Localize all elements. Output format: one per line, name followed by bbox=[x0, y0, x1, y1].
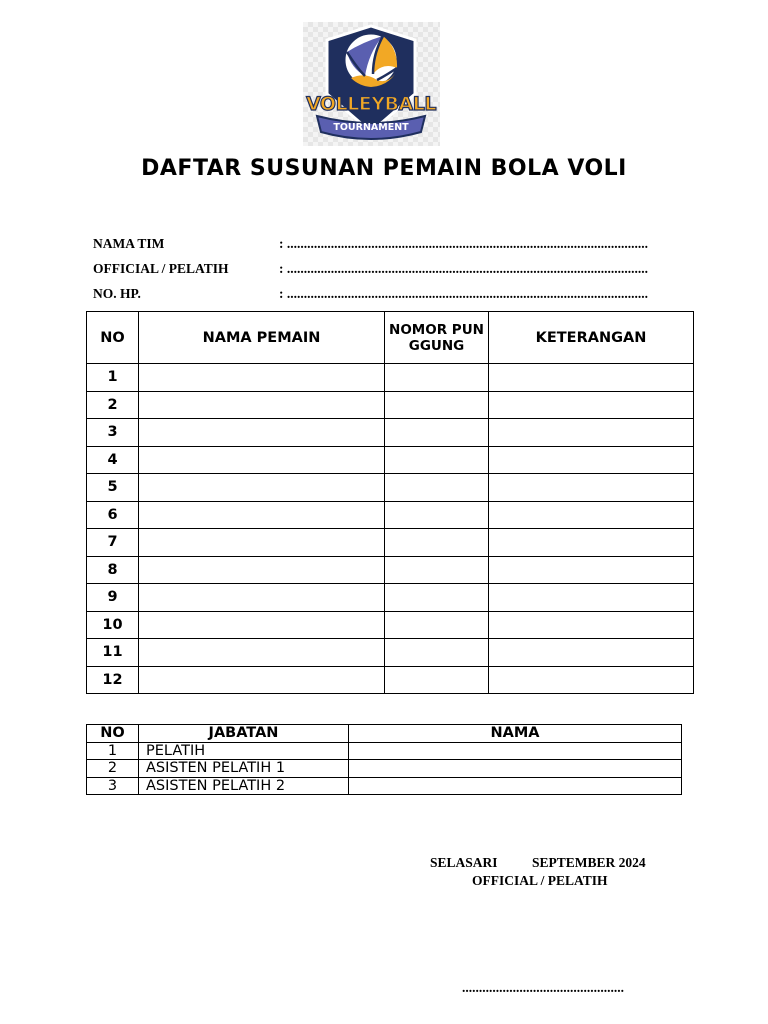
notes-cell bbox=[489, 611, 694, 639]
player-row bbox=[87, 584, 694, 612]
jersey-number-cell bbox=[385, 584, 489, 612]
notes-cell bbox=[489, 556, 694, 584]
staff-role: ASISTEN PELATIH 2 bbox=[139, 777, 349, 795]
player-name-cell bbox=[139, 639, 385, 667]
jersey-number-cell bbox=[385, 446, 489, 474]
staff-table-header bbox=[87, 725, 682, 743]
info-value: : ........................................................................................................... bbox=[279, 236, 648, 251]
player-row-number: 5 bbox=[87, 474, 139, 502]
player-name-cell bbox=[139, 556, 385, 584]
player-row bbox=[87, 419, 694, 447]
player-row bbox=[87, 446, 694, 474]
col-header-jersey-number: NOMOR PUNGGUNG bbox=[385, 312, 489, 364]
col-header-notes: KETERANGAN bbox=[489, 312, 694, 364]
staff-row bbox=[87, 742, 682, 760]
col-header-no: NO bbox=[87, 312, 139, 364]
jersey-number-cell bbox=[385, 639, 489, 667]
player-name-cell bbox=[139, 611, 385, 639]
info-label: OFFICIAL / PELATIH bbox=[93, 261, 229, 276]
jersey-number-cell bbox=[385, 611, 489, 639]
player-row bbox=[87, 529, 694, 557]
player-row bbox=[87, 556, 694, 584]
staff-role: PELATIH bbox=[139, 742, 349, 760]
jersey-number-cell bbox=[385, 501, 489, 529]
notes-cell bbox=[489, 419, 694, 447]
player-name-cell bbox=[139, 364, 385, 392]
notes-cell bbox=[489, 474, 694, 502]
volleyball-tournament-logo bbox=[303, 22, 440, 146]
staff-row-number: 3 bbox=[87, 777, 139, 795]
logo-main-text: VOLLEYBALL bbox=[306, 93, 436, 115]
staff-row bbox=[87, 777, 682, 795]
staff-name-cell bbox=[349, 777, 682, 795]
jersey-number-cell bbox=[385, 419, 489, 447]
staff-name-cell bbox=[349, 760, 682, 778]
jersey-number-cell bbox=[385, 556, 489, 584]
player-name-cell bbox=[139, 474, 385, 502]
player-name-cell bbox=[139, 501, 385, 529]
signature-date: SEPTEMBER 2024 bbox=[532, 855, 646, 870]
player-row-number: 9 bbox=[87, 584, 139, 612]
jersey-number-cell bbox=[385, 529, 489, 557]
signature-role: OFFICIAL / PELATIH bbox=[472, 873, 608, 888]
col-header-player-name: NAMA PEMAIN bbox=[139, 312, 385, 364]
signature-line: ................................................ bbox=[462, 980, 624, 995]
player-row bbox=[87, 474, 694, 502]
signature-place: SELASARI bbox=[430, 855, 498, 870]
info-label: NO. HP. bbox=[93, 286, 141, 301]
info-value: : ........................................................................................................... bbox=[279, 261, 648, 276]
staff-row bbox=[87, 760, 682, 778]
jersey-number-cell bbox=[385, 666, 489, 694]
col-header-name: NAMA bbox=[349, 725, 682, 743]
info-label: NAMA TIM bbox=[93, 236, 165, 251]
player-row bbox=[87, 364, 694, 392]
player-name-cell bbox=[139, 446, 385, 474]
jersey-number-cell bbox=[385, 474, 489, 502]
notes-cell bbox=[489, 446, 694, 474]
player-name-cell bbox=[139, 391, 385, 419]
page-title: DAFTAR SUSUNAN PEMAIN BOLA VOLI bbox=[141, 156, 627, 181]
staff-row-number: 2 bbox=[87, 760, 139, 778]
staff-role: ASISTEN PELATIH 1 bbox=[139, 760, 349, 778]
players-table bbox=[86, 311, 694, 694]
player-name-cell bbox=[139, 666, 385, 694]
player-row-number: 7 bbox=[87, 529, 139, 557]
players-table-header bbox=[87, 312, 694, 364]
col-header-role: JABATAN bbox=[139, 725, 349, 743]
notes-cell bbox=[489, 529, 694, 557]
staff-row-number: 1 bbox=[87, 742, 139, 760]
staff-name-cell bbox=[349, 742, 682, 760]
player-name-cell bbox=[139, 584, 385, 612]
notes-cell bbox=[489, 584, 694, 612]
player-row-number: 3 bbox=[87, 419, 139, 447]
player-name-cell bbox=[139, 419, 385, 447]
player-row bbox=[87, 501, 694, 529]
col-header-no: NO bbox=[87, 725, 139, 743]
notes-cell bbox=[489, 364, 694, 392]
notes-cell bbox=[489, 666, 694, 694]
info-value: : ........................................................................................................... bbox=[279, 286, 648, 301]
jersey-number-cell bbox=[385, 364, 489, 392]
player-row-number: 1 bbox=[87, 364, 139, 392]
player-row-number: 2 bbox=[87, 391, 139, 419]
jersey-number-cell bbox=[385, 391, 489, 419]
notes-cell bbox=[489, 501, 694, 529]
player-row-number: 4 bbox=[87, 446, 139, 474]
player-row bbox=[87, 639, 694, 667]
player-row-number: 12 bbox=[87, 666, 139, 694]
player-row-number: 8 bbox=[87, 556, 139, 584]
player-row-number: 10 bbox=[87, 611, 139, 639]
player-row-number: 6 bbox=[87, 501, 139, 529]
logo-graphic bbox=[303, 22, 440, 146]
logo-sub-text: TOURNAMENT bbox=[333, 122, 409, 133]
notes-cell bbox=[489, 639, 694, 667]
player-row bbox=[87, 666, 694, 694]
player-name-cell bbox=[139, 529, 385, 557]
staff-table bbox=[86, 724, 682, 795]
player-row bbox=[87, 391, 694, 419]
player-row-number: 11 bbox=[87, 639, 139, 667]
player-row bbox=[87, 611, 694, 639]
notes-cell bbox=[489, 391, 694, 419]
